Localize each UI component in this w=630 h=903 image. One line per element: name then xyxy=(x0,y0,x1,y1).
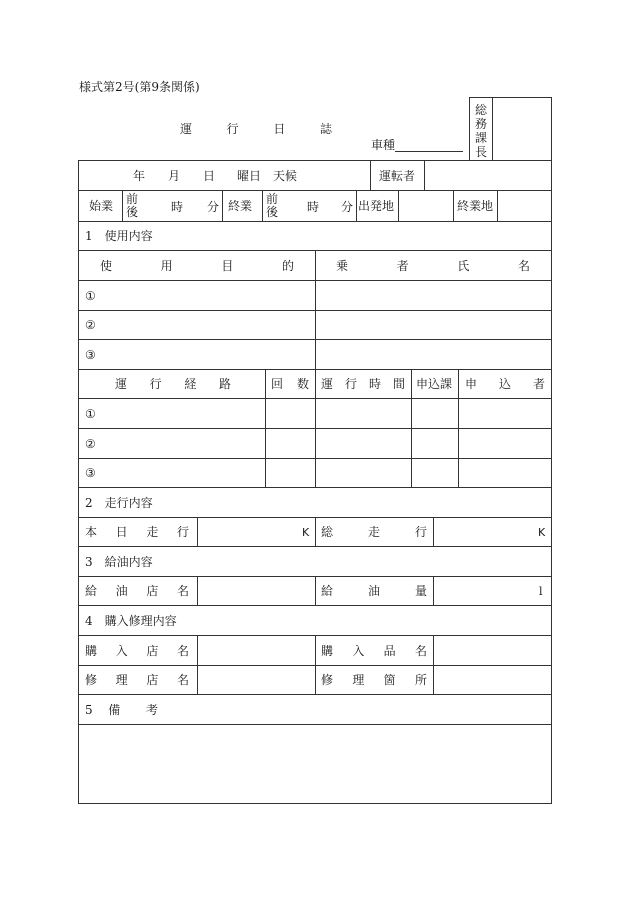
purpose-field-2[interactable] xyxy=(100,311,314,338)
end-place-field[interactable] xyxy=(498,191,551,220)
stamp-box-left xyxy=(469,97,470,161)
month-label: 月 xyxy=(168,169,181,183)
approver-stamp-field[interactable] xyxy=(493,98,551,160)
header-char: 目 xyxy=(221,259,234,273)
passenger-field-1[interactable] xyxy=(316,281,551,309)
header-char: 間 xyxy=(392,377,405,391)
label-char: 店 xyxy=(146,673,159,687)
header-char: 者 xyxy=(532,377,545,391)
start-hour-label: 時 xyxy=(171,200,184,214)
dept-field-2[interactable] xyxy=(412,429,457,457)
count-field-1[interactable] xyxy=(266,399,314,427)
passenger-field-2[interactable] xyxy=(316,311,551,338)
header-char: 時 xyxy=(368,377,381,391)
passenger-header xyxy=(336,260,530,272)
label-char: 本 xyxy=(85,525,98,539)
title-char: 日 xyxy=(273,122,286,136)
repair-part-label xyxy=(321,674,427,686)
label-char: 名 xyxy=(176,644,189,658)
rule-v-info-1 xyxy=(370,160,371,191)
title-char: 誌 xyxy=(319,122,332,136)
label-char: 所 xyxy=(414,673,427,687)
applicant-header xyxy=(465,378,545,390)
rule-v-s2-2 xyxy=(315,517,316,547)
header-char: 運 xyxy=(321,377,334,391)
repair-store-label xyxy=(85,674,189,686)
repair-store-field[interactable] xyxy=(198,666,314,693)
purchase-item-field[interactable] xyxy=(434,636,551,664)
label-char: 給 xyxy=(321,584,334,598)
route-header xyxy=(115,378,231,390)
departure-field[interactable] xyxy=(399,191,452,220)
rule-v-s4-2 xyxy=(315,635,316,695)
purpose-marker-2: ② xyxy=(85,318,96,332)
start-time-field[interactable] xyxy=(140,191,221,220)
rule-time-bottom xyxy=(78,221,552,222)
today-distance-unit: K xyxy=(302,526,310,539)
dept-field-1[interactable] xyxy=(412,399,457,427)
repair-part-field[interactable] xyxy=(434,666,551,693)
label-char: 行 xyxy=(176,525,189,539)
label-char: 行 xyxy=(414,525,427,539)
header-char: 用 xyxy=(160,259,173,273)
label-char: 理 xyxy=(115,673,128,687)
label-char: 箇 xyxy=(383,673,396,687)
label-char: 理 xyxy=(352,673,365,687)
total-distance-field[interactable] xyxy=(434,518,534,546)
purpose-marker-3: ③ xyxy=(85,348,96,362)
label-char: 入 xyxy=(115,644,128,658)
route-marker-3: ③ xyxy=(85,466,96,480)
purpose-marker-1: ① xyxy=(85,289,96,303)
today-distance-label xyxy=(85,526,189,538)
time-header xyxy=(321,378,405,390)
purpose-header xyxy=(100,260,294,272)
vehicle-type-underline xyxy=(395,151,463,152)
route-marker-2: ② xyxy=(85,437,96,451)
pm-label: 後 xyxy=(266,205,279,219)
label-char: 修 xyxy=(321,673,334,687)
driver-field[interactable] xyxy=(425,161,551,190)
label-char: 走 xyxy=(146,525,159,539)
end-place-label: 終業地 xyxy=(457,199,494,213)
header-char: 回 xyxy=(271,377,284,391)
header-char: 数 xyxy=(296,377,309,391)
section2-title: 2 走行内容 xyxy=(85,496,153,510)
driver-label: 運転者 xyxy=(379,169,416,183)
count-field-2[interactable] xyxy=(266,429,314,457)
day-label: 日 xyxy=(203,169,216,183)
section4-title: 4 購入修理内容 xyxy=(85,614,177,628)
label-char: 入 xyxy=(352,644,365,658)
total-distance-unit: K xyxy=(538,526,546,539)
am-label: 前 xyxy=(266,192,279,206)
label-char: 品 xyxy=(383,644,396,658)
label-char: 量 xyxy=(414,584,427,598)
header-char: 名 xyxy=(517,259,530,273)
header-char: 的 xyxy=(281,259,294,273)
start-label: 始業 xyxy=(89,199,114,213)
form-title xyxy=(180,123,332,135)
station-label xyxy=(85,585,189,597)
section3-title: 3 給油内容 xyxy=(85,555,153,569)
end-hour-label: 時 xyxy=(307,200,320,214)
am-label: 前 xyxy=(126,192,139,206)
time-field-2[interactable] xyxy=(316,429,410,457)
total-distance-label xyxy=(321,526,427,538)
header-char: 込 xyxy=(498,377,511,391)
today-distance-field[interactable] xyxy=(198,518,298,546)
purpose-field-1[interactable] xyxy=(100,281,314,309)
rule-v-s3-2 xyxy=(315,576,316,606)
section5-title xyxy=(85,704,158,716)
header-char: 経 xyxy=(184,377,197,391)
purpose-field-3[interactable] xyxy=(100,340,314,368)
fuel-amount-unit: l xyxy=(539,585,543,598)
remarks-field[interactable] xyxy=(79,725,551,802)
dept-field-3[interactable] xyxy=(412,459,457,486)
label-char: 総 xyxy=(321,525,334,539)
time-field-1[interactable] xyxy=(316,399,410,427)
route-field-3[interactable] xyxy=(100,459,264,486)
label-char: 油 xyxy=(115,584,128,598)
vehicle-type-label: 車種 xyxy=(371,138,396,152)
fuel-amount-field[interactable] xyxy=(434,577,534,605)
vehicle-type-field[interactable] xyxy=(396,138,462,151)
frame-right xyxy=(551,97,552,804)
start-ampm xyxy=(126,193,138,219)
label-char: 名 xyxy=(176,584,189,598)
time-field-3[interactable] xyxy=(316,459,410,486)
header-char: 氏 xyxy=(457,259,470,273)
label-char: 名 xyxy=(414,644,427,658)
frame-left xyxy=(78,160,79,804)
rule-v-time-4 xyxy=(356,190,357,221)
end-minute-label: 分 xyxy=(341,200,354,214)
label-char: 修 xyxy=(85,673,98,687)
applicant-field-3[interactable] xyxy=(459,459,551,486)
section1-title: 1 使用内容 xyxy=(85,229,153,243)
header-char: 使 xyxy=(100,259,113,273)
start-minute-label: 分 xyxy=(207,200,220,214)
label-char: 店 xyxy=(146,584,159,598)
title-char: 考 xyxy=(145,703,158,717)
date-weather-field[interactable] xyxy=(79,161,369,190)
purchase-item-label xyxy=(321,645,427,657)
label-char: 購 xyxy=(85,644,98,658)
year-label: 年 xyxy=(133,169,146,183)
title-char: 行 xyxy=(226,122,239,136)
weekday-label: 曜日 xyxy=(237,169,262,183)
label-char: 油 xyxy=(367,584,380,598)
header-char: 申 xyxy=(465,377,478,391)
rule-v-time-6 xyxy=(453,190,454,221)
label-char: 名 xyxy=(176,673,189,687)
purchase-store-label xyxy=(85,645,189,657)
header-char: 者 xyxy=(396,259,409,273)
fuel-amount-label xyxy=(321,585,427,597)
count-header xyxy=(271,378,309,390)
route-field-2[interactable] xyxy=(100,429,264,457)
label-char: 走 xyxy=(367,525,380,539)
approver-label: 総務課長 xyxy=(474,103,487,159)
count-field-3[interactable] xyxy=(266,459,314,486)
header-char: 行 xyxy=(344,377,357,391)
weather-label: 天候 xyxy=(273,169,298,183)
passenger-field-3[interactable] xyxy=(316,340,551,368)
station-field[interactable] xyxy=(198,577,314,605)
departure-label: 出発地 xyxy=(358,199,395,213)
title-char: 備 xyxy=(108,703,121,717)
header-char: 運 xyxy=(115,377,128,391)
applicant-field-1[interactable] xyxy=(459,399,551,427)
rule-bottom xyxy=(78,803,552,804)
header-char: 行 xyxy=(149,377,162,391)
dept-header: 申込課 xyxy=(416,377,453,391)
route-field-1[interactable] xyxy=(100,399,264,427)
rule-v-time-2 xyxy=(222,190,223,221)
rule-v-time-3 xyxy=(262,190,263,221)
label-char: 日 xyxy=(115,525,128,539)
title-char: 運 xyxy=(180,122,193,136)
label-char: 購 xyxy=(321,644,334,658)
label-char: 店 xyxy=(146,644,159,658)
form-number: 様式第2号(第9条関係) xyxy=(79,80,200,94)
header-char: 路 xyxy=(218,377,231,391)
applicant-field-2[interactable] xyxy=(459,429,551,457)
purchase-store-field[interactable] xyxy=(198,636,314,664)
pm-label: 後 xyxy=(126,205,139,219)
end-time-field[interactable] xyxy=(280,191,355,220)
end-label: 終業 xyxy=(228,199,253,213)
rule-v-time-1 xyxy=(122,190,123,221)
end-ampm xyxy=(266,193,278,219)
route-marker-1: ① xyxy=(85,407,96,421)
header-char: 乗 xyxy=(336,259,349,273)
title-char: 5 xyxy=(85,703,93,717)
label-char: 給 xyxy=(85,584,98,598)
